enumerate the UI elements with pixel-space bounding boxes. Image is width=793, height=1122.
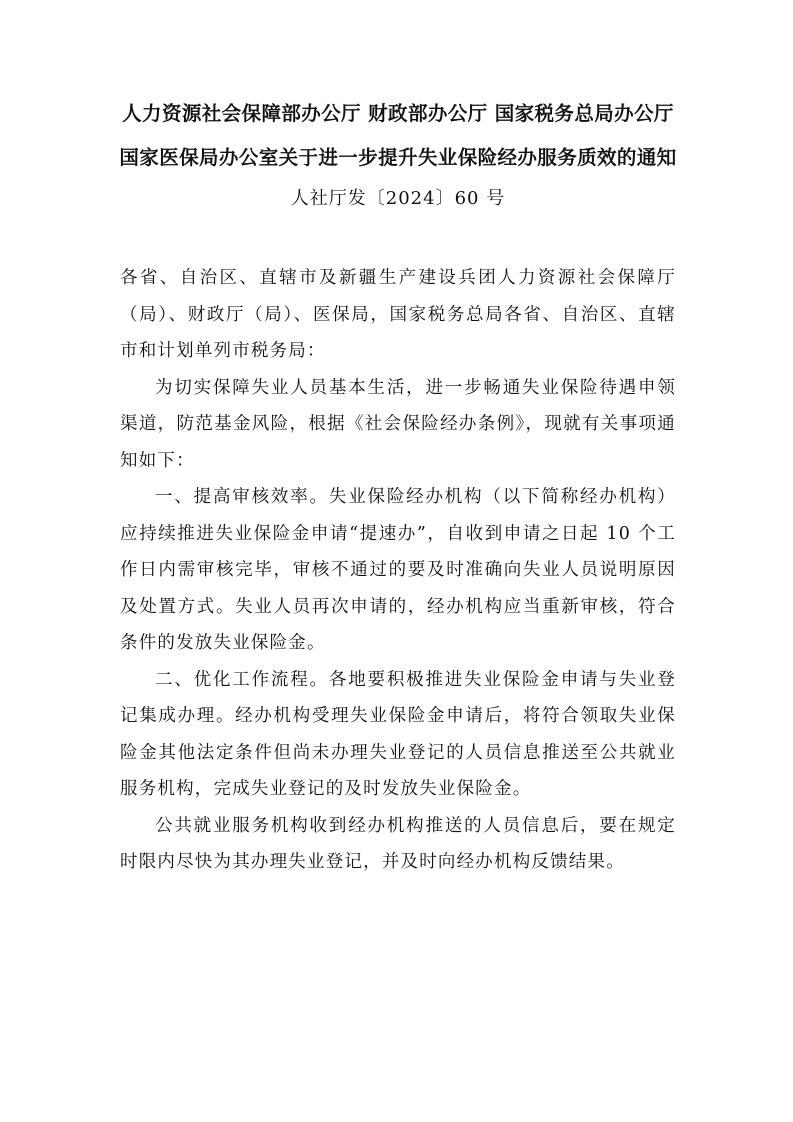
document-body — [120, 260, 676, 881]
paragraph-2: 二、优化工作流程。各地要积极推进失业保险金申请与失业登记集成办理。经办机构受理失业保险金申请后，将符合领取失业保险金其他法定条件但尚未办理失业登记的人员信息推送至公共就业服务机构，完成失业登记的及时发放失业保险金。 — [120, 669, 676, 799]
paragraph-1: 一、提高审核效率。失业保险经办机构（以下简称经办机构）应持续推进失业保险金申请“提速办”，自收到申请之日起 10 个工作日内需审核完毕，审核不通过的要及时准确向失业人员说明原因及处置方式。失业人员再次申请的，经办机构应当重新审核，符合条件的发放失业保险金。 — [120, 487, 676, 653]
addressee: 各省、自治区、直辖市及新疆生产建设兵团人力资源社会保障厅（局）、财政厅（局）、医保局，国家税务总局各省、自治区、直辖市和计划单列市税务局： — [120, 268, 676, 361]
document-number: 人社厅发〔2024〕60 号 — [290, 188, 506, 209]
paragraph-3: 公共就业服务机构收到经办机构推送的人员信息后，要在规定时限内尽快为其办理失业登记，并及时向经办机构反馈结果。 — [120, 815, 676, 872]
document-title: 人力资源社会保障部办公厅 财政部办公厅 国家税务总局办公厅 国家医保局办公室关于进一步提升失业保险经办服务质效的通知 — [119, 102, 677, 169]
paragraph-intro: 为切实保障失业人员基本生活，进一步畅通失业保险待遇申领渠道，防范基金风险，根据《社会保险经办条例》，现就有关事项通知如下： — [120, 377, 676, 471]
